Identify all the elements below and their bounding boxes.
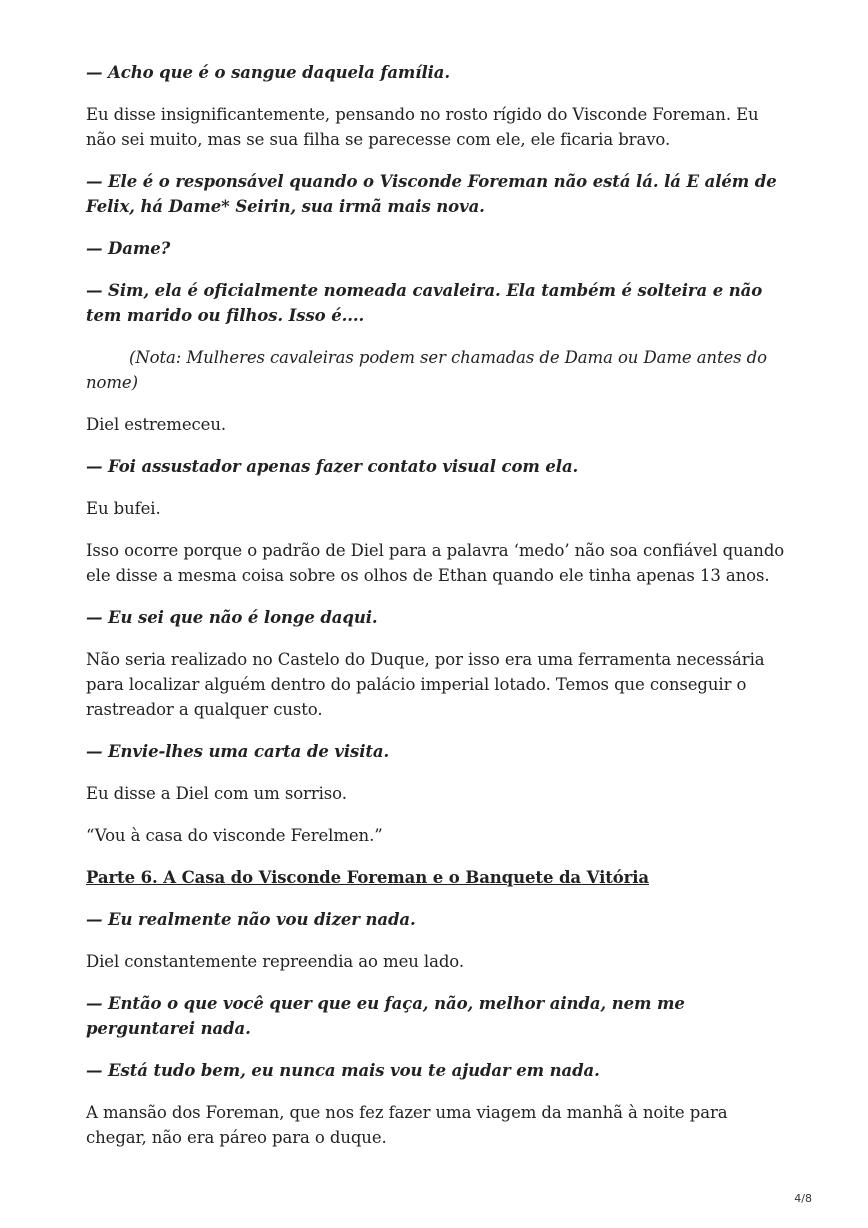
dialogue-line: — Acho que é o sangue daquela família. bbox=[86, 63, 451, 82]
narration-paragraph: A mansão dos Foreman, que nos fez fazer uma viagem da manhã à noite para chegar, não era páreo para o duque. bbox=[86, 1103, 728, 1147]
dialogue-line: — Está tudo bem, eu nunca mais vou te ajudar em nada. bbox=[86, 1061, 600, 1080]
chapter-heading: Parte 6. A Casa do Visconde Foreman e o Banquete da Vitória bbox=[86, 868, 650, 887]
document-body bbox=[86, 60, 786, 1167]
narration-paragraph: Eu bufei. bbox=[86, 499, 161, 518]
translator-note: (Nota: Mulheres cavaleiras podem ser chamadas de Dama ou Dame antes do nome) bbox=[86, 348, 767, 392]
narration-paragraph: Isso ocorre porque o padrão de Diel para a palavra ‘medo’ não soa confiável quando ele disse a mesma coisa sobre os olhos de Ethan quando ele tinha apenas 13 anos. bbox=[86, 541, 785, 585]
dialogue-line: — Eu sei que não é longe daqui. bbox=[86, 608, 378, 627]
dialogue-line: — Sim, ela é oficialmente nomeada cavaleira. Ela também é solteira e não tem marido ou filhos. Isso é.... bbox=[86, 281, 763, 325]
dialogue-line: — Dame? bbox=[86, 239, 171, 258]
narration-paragraph: Não seria realizado no Castelo do Duque, por isso era uma ferramenta necessária para localizar alguém dentro do palácio imperial lotado. Temos que conseguir o rastreador a qualquer custo. bbox=[86, 650, 765, 719]
dialogue-line: — Ele é o responsável quando o Visconde Foreman não está lá. lá E além de Felix, há Dame* Seirin, sua irmã mais nova. bbox=[86, 172, 777, 216]
dialogue-line: — Eu realmente não vou dizer nada. bbox=[86, 910, 416, 929]
narration-paragraph: Diel estremeceu. bbox=[86, 415, 226, 434]
page-number: 4/8 bbox=[794, 1192, 812, 1205]
narration-paragraph: “Vou à casa do visconde Ferelmen.” bbox=[86, 826, 383, 845]
dialogue-line: — Foi assustador apenas fazer contato visual com ela. bbox=[86, 457, 579, 476]
dialogue-line: — Então o que você quer que eu faça, não, melhor ainda, nem me perguntarei nada. bbox=[86, 994, 685, 1038]
dialogue-line: — Envie-lhes uma carta de visita. bbox=[86, 742, 390, 761]
narration-paragraph: Diel constantemente repreendia ao meu lado. bbox=[86, 952, 464, 971]
narration-paragraph: Eu disse insignificantemente, pensando no rosto rígido do Visconde Foreman. Eu não sei muito, mas se sua filha se parecesse com ele, ele ficaria bravo. bbox=[86, 105, 759, 149]
narration-paragraph: Eu disse a Diel com um sorriso. bbox=[86, 784, 347, 803]
